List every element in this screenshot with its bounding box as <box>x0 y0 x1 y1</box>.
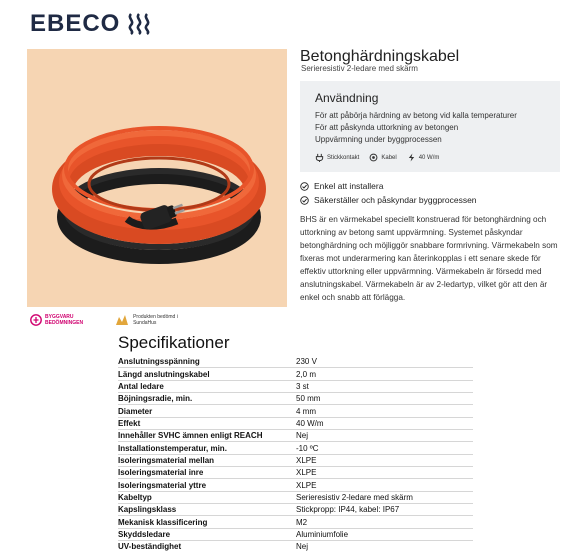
spec-row <box>118 393 473 405</box>
spec-value: 40 W/m <box>296 417 473 429</box>
spec-key: Innehåller SVHC ämnen enligt REACH <box>118 430 296 442</box>
spec-row <box>118 541 473 553</box>
usage-line: Uppvärmning under byggprocessen <box>315 135 442 144</box>
feature-item <box>300 195 477 205</box>
product-image <box>27 49 287 307</box>
spec-key: Böjningsradie, min. <box>118 393 296 405</box>
usage-line: För att påbörja härdning av betong vid kalla temperaturer <box>315 111 517 120</box>
spec-value: 2,0 m <box>296 368 473 380</box>
byggvarubedomningen-logo-icon <box>30 314 42 326</box>
spec-key: Isoleringsmaterial mellan <box>118 454 296 466</box>
spec-value: M2 <box>296 516 473 528</box>
usage-icon-row <box>315 153 449 162</box>
badge-text: BEDÖMNINGEN <box>45 320 84 326</box>
feature-text: Enkel att installera <box>314 181 384 191</box>
spec-value: Serieresistiv 2-ledare med skärm <box>296 491 473 503</box>
specifications-heading: Specifikationer <box>118 333 230 352</box>
spec-key: Mekanisk klassificering <box>118 516 296 528</box>
heat-waves-icon <box>126 13 152 35</box>
spec-key: Anslutningsspänning <box>118 356 296 368</box>
spec-key: Isoleringsmaterial yttre <box>118 479 296 491</box>
spec-key: Installationstemperatur, min. <box>118 442 296 454</box>
spec-key: Isoleringsmaterial inre <box>118 467 296 479</box>
plug-icon <box>315 153 324 162</box>
spec-row <box>118 516 473 528</box>
spec-value: 3 st <box>296 380 473 392</box>
brand-name: EBECO <box>30 10 121 37</box>
check-circle-icon <box>300 196 309 205</box>
feature-item <box>300 181 383 191</box>
cable-coil-image <box>27 49 287 307</box>
feature-text: Säkerställer och påskyndar byggprocessen <box>314 195 477 205</box>
usage-feature-cable <box>369 153 396 162</box>
spec-value: 50 mm <box>296 393 473 405</box>
spec-key: UV-beständighet <box>118 542 182 552</box>
spec-row <box>118 405 473 417</box>
spec-value: 230 V <box>296 356 473 368</box>
usage-icon-label: 40 W/m <box>418 154 440 161</box>
usage-icon-label: Stickkontakt <box>327 154 360 161</box>
spec-row <box>118 380 473 392</box>
spec-value: Nej <box>296 430 473 442</box>
usage-line: För att påskynda uttorkning av betongen <box>315 123 459 132</box>
spec-value: XLPE <box>296 479 473 491</box>
spec-key: Antal ledare <box>118 380 296 392</box>
spec-row <box>118 368 473 380</box>
spec-value: XLPE <box>296 467 473 479</box>
spec-key: Kabeltyp <box>118 491 296 503</box>
byggvarubedomningen-badge <box>30 314 83 326</box>
spec-value: Stickpropp: IP44, kabel: IP67 <box>296 504 473 516</box>
sundahus-logo-icon <box>115 314 129 326</box>
certification-badges <box>30 314 178 326</box>
product-description: BHS är en värmekabel speciellt konstruerad för betonghärdning och uttorkning av betong samt uppvärmning. Systemet påskyndar betonghärdning och möjliggör snabbare formrivning. Värmekabeln som fixeras mot underarmering kan återinkopplas i ett senare skede för effektiv uttorkning eller uppvärmning. Värmekabeln är försedd med anslutningskabel. Värmekabeln är av 2-ledartyp, vilket gör att den är enkel och snabb att förlägga. <box>300 215 558 302</box>
badge-text: BYGGVARU <box>45 314 74 320</box>
badge-text: SundaHus <box>133 320 157 326</box>
spec-row <box>118 528 473 540</box>
spec-key: Kapslingsklass <box>118 504 296 516</box>
usage-icon-label: Kabel <box>381 154 397 161</box>
usage-heading: Användning <box>315 91 379 105</box>
spec-row <box>118 442 473 454</box>
spec-row <box>118 467 473 479</box>
spec-value: 4 mm <box>296 405 473 417</box>
spec-key: Längd anslutningskabel <box>118 368 296 380</box>
spec-key: Skyddsledare <box>118 528 296 540</box>
badge-text: Produkten bedömd i <box>133 314 178 320</box>
spec-value: XLPE <box>296 454 473 466</box>
spec-key: Diameter <box>118 405 296 417</box>
spec-value: Aluminiumfolie <box>296 528 473 540</box>
brand-logo <box>30 10 152 38</box>
spec-row <box>118 479 473 491</box>
specifications-table <box>118 356 473 553</box>
spec-row <box>118 430 473 442</box>
product-title: Betonghärdningskabel <box>300 48 460 65</box>
spec-key: Effekt <box>118 417 296 429</box>
spec-row <box>118 356 473 368</box>
spec-row <box>118 491 473 503</box>
spec-row <box>118 454 473 466</box>
sundahus-badge <box>115 314 178 326</box>
usage-feature-plug <box>315 153 359 162</box>
spec-value: Nej <box>296 542 309 552</box>
spec-row <box>118 504 473 516</box>
power-icon <box>407 153 416 162</box>
spec-row <box>118 417 473 429</box>
usage-panel <box>300 81 560 172</box>
check-circle-icon <box>300 182 309 191</box>
spec-value: -10 ºC <box>296 442 473 454</box>
usage-feature-power <box>407 153 440 162</box>
product-subtitle: Serieresistiv 2-ledare med skärm <box>301 64 418 73</box>
cable-icon <box>369 153 378 162</box>
